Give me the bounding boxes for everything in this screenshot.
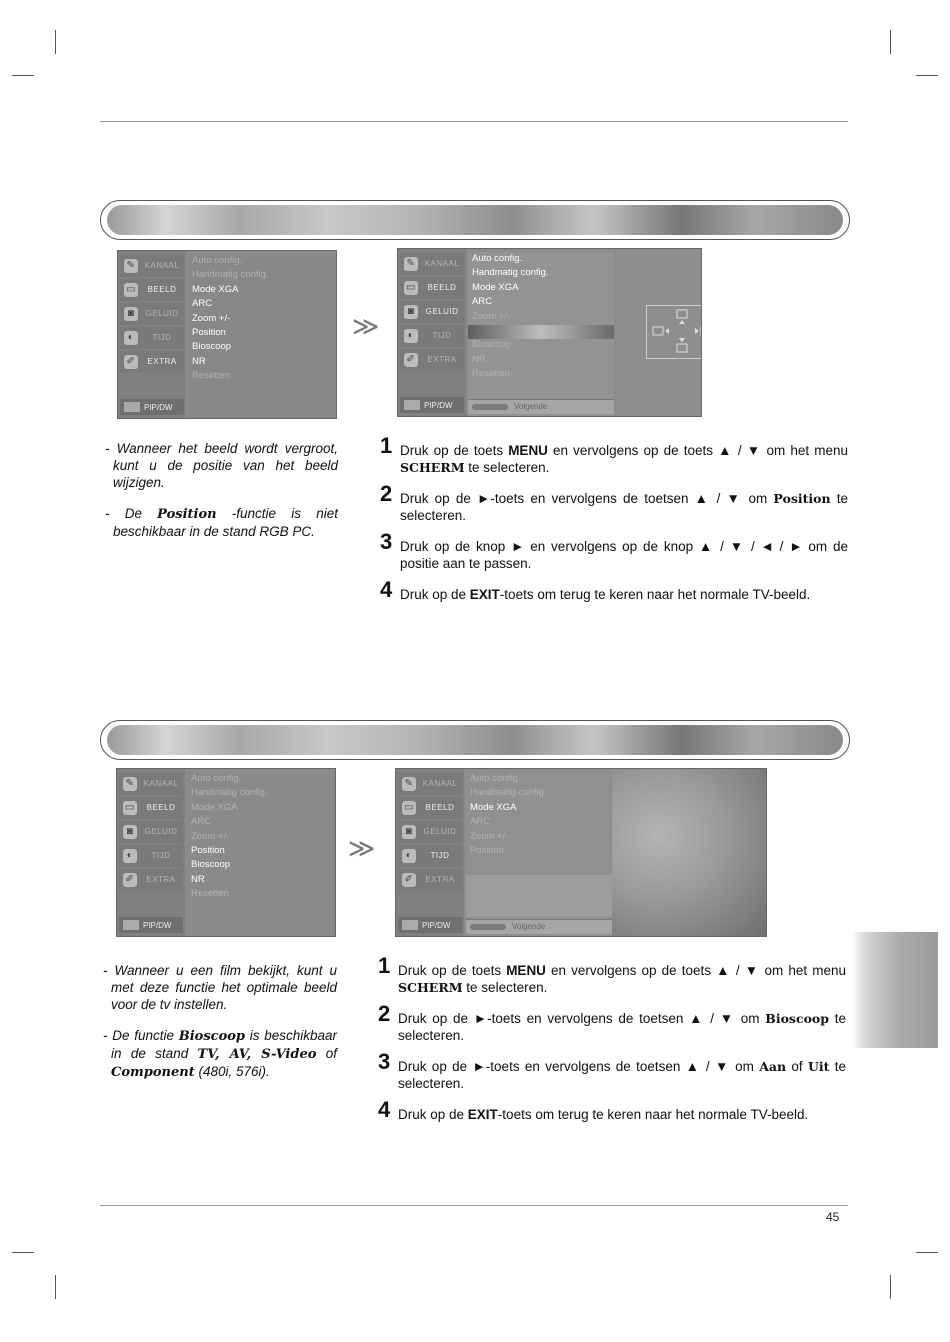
section-banner [100,720,850,760]
step-text: Druk op de knop ► en vervolgens op de knop ▲ / ▼ / ◄ / ► om de positie aan te passen. [400,539,848,571]
osd-menu-icon: ◙ [404,305,418,319]
osd-pip-item [398,917,462,933]
osd-menu-icon: ◙ [123,825,137,839]
step-text: -toets om terug te keren naar het normale TV-beeld. [499,587,811,602]
step-text: Druk op de toets [398,963,507,978]
osd-sidebar-item [400,277,464,299]
osd-menu-item: Auto config. [192,255,243,266]
step-item [380,529,848,572]
step-keyword: Aan [759,1059,787,1074]
osd-menu-item: ARC [472,296,493,308]
note-text: Wanneer het beeld wordt vergroot, kunt u de positie van het beeld wijzigen. [113,441,338,490]
osd-menu-item: Bioscoop [192,341,232,353]
step-text: Druk op de ►-toets en vervolgens de toetsen ▲ / ▼ om [398,1011,766,1026]
osd-menu [188,254,337,418]
osd-pip-item [119,917,183,933]
osd-sidebar-label: EXTRA [146,875,176,884]
osd-menu-item: Handmatig config. [191,787,268,799]
osd-menu-icon: ▭ [402,801,416,815]
osd-menu-item: Auto config. [191,773,242,784]
osd-sidebar-item [398,797,462,819]
instruction-steps [378,953,847,1139]
osd-sidebar-item [119,821,183,843]
osd-sidebar-label: TIJD [152,333,172,342]
osd-sidebar-label: KANAAL [422,779,458,788]
next-arrow-icon: ≫ [348,834,376,864]
pip-icon [123,920,139,930]
osd-sidebar-item [120,279,184,301]
step-text: Druk op de toets [400,443,509,458]
instruction-steps [380,433,849,619]
osd-menu-item: NR [191,873,205,885]
osd-menu-item: Resetten [192,370,231,382]
osd-menu-icon: ✎ [404,257,418,271]
step-item [378,1097,846,1124]
position-adjust-box [646,305,702,359]
osd-sidebar-item [119,773,183,795]
osd-pip-label: PIP/DW [424,401,453,410]
notes [103,962,337,1095]
step-item [380,433,849,476]
osd-menu-item: Bioscoop [191,859,231,871]
step-keyword: Position [773,491,831,506]
osd-menu-item: Resetten [191,888,230,900]
osd-screenshot-menu [116,768,336,937]
osd-menu-item: ARC [470,816,491,828]
osd-menu-item: ARC [191,816,212,828]
osd-sidebar-item [119,845,183,867]
note-paragraph [105,505,338,540]
note-text: -functie is niet beschikbaar in de stand RGB PC. [113,506,338,539]
page-number: 45 [826,1210,840,1224]
osd-menu-item: Handmatig config. [192,269,269,281]
note-dash: - [103,963,115,978]
note-text: of [316,1046,337,1061]
note-keyword: Position [157,507,217,522]
osd-menu-item: Position [191,845,225,857]
step-number: 4 [378,1097,391,1122]
osd-menu-icon: ✎ [124,259,138,273]
position-arrows-icon [647,306,702,358]
step-number: 1 [380,433,393,458]
step-item [380,577,848,604]
osd-sidebar-item [398,821,462,843]
footer-rule [100,1205,848,1206]
note-paragraph [103,962,337,1013]
osd-sidebar-item [120,351,184,373]
osd-next-label: Volgende [514,402,548,411]
osd-sidebar [396,769,464,936]
step-number: 4 [380,577,393,602]
osd-menu-icon: ✎ [123,777,137,791]
osd-sidebar [118,251,186,418]
osd-pip-item [400,397,464,413]
osd-menu-item: Mode XGA [192,283,239,295]
note-dash: - [105,441,117,456]
note-text: De functie [112,1028,179,1043]
crop-mark [12,75,34,76]
notes [105,440,338,554]
step-item [378,953,847,996]
crop-mark [916,75,938,76]
note-dash: - [105,506,125,521]
pip-icon [404,400,420,410]
note-text: (480i, 576i). [194,1064,270,1079]
step-number: 1 [378,953,391,978]
osd-sidebar-label: GELUID [425,307,459,316]
osd-menu-icon: ▭ [124,283,138,297]
osd-screenshot-menu [117,250,337,419]
note-text: De [124,506,158,521]
next-arrow-icon: ≫ [352,312,380,342]
osd-menu [187,772,336,936]
osd-menu-icon: ✐ [124,355,138,369]
osd-sidebar-label: BEELD [146,803,176,812]
osd-menu-icon: ✐ [123,873,137,887]
crop-mark [890,30,891,54]
step-text: te selecteren. [398,1059,846,1091]
osd-menu-item: NR [192,355,206,367]
osd-preview-area [612,769,766,936]
osd-menu-icon: ◐ [404,329,418,343]
note-paragraph [103,1027,337,1081]
pip-icon [124,402,140,412]
osd-sidebar-label: KANAAL [144,261,180,270]
step-keyword: EXIT [467,1107,498,1122]
osd-sidebar-label: BEELD [427,283,457,292]
step-number: 3 [380,529,393,554]
osd-sidebar-label: KANAAL [143,779,179,788]
osd-sidebar-label: TIJD [432,331,452,340]
osd-menu-icon: ◙ [402,825,416,839]
chapter-tab [852,932,938,1048]
osd-sidebar-label: KANAAL [424,259,460,268]
osd-sidebar-label: TIJD [430,851,450,860]
osd-pip-item [120,399,184,415]
osd-menu-item: Position [470,845,504,857]
osd-sidebar-item [400,349,464,371]
step-number: 3 [378,1049,391,1074]
osd-next-label: Volgende [512,922,546,931]
osd-sidebar-label: GELUID [144,827,178,836]
osd-sidebar-item [398,869,462,891]
osd-menu-icon: ▭ [123,801,137,815]
step-text: Druk op de ►-toets en vervolgens de toetsen ▲ / ▼ om [398,1059,760,1074]
step-text: Druk op de [400,587,470,602]
osd-sidebar-item [398,773,462,795]
osd-sidebar-item [120,327,184,349]
osd-next-pill [472,404,508,410]
step-text: te selecteren. [400,491,848,523]
crop-mark [55,1275,56,1299]
note-keyword: Component [111,1065,195,1080]
osd-sidebar [117,769,185,936]
step-text: of [786,1059,808,1074]
osd-menu-icon: ✐ [404,353,418,367]
osd-menu-icon: ✐ [402,873,416,887]
osd-menu-item: Zoom +/- [472,310,511,322]
note-text: is beschikbaar in de stand [111,1028,338,1061]
osd-sidebar-label: TIJD [151,851,171,860]
osd-sidebar-label: BEELD [425,803,455,812]
note-keyword: Bioscoop [178,1029,245,1044]
step-text: Druk op de [398,1107,468,1122]
osd-sidebar-label: GELUID [145,309,179,318]
osd-next-button [466,919,612,934]
osd-screenshot-position [397,248,702,417]
osd-sidebar-item [119,869,183,891]
osd-preview-area [618,249,701,416]
osd-menu-item: Zoom +/- [192,312,231,324]
step-keyword: EXIT [469,587,500,602]
osd-menu-icon: ▭ [404,281,418,295]
osd-menu-item: NR [472,353,486,365]
step-item [378,1049,846,1092]
osd-sidebar-label: EXTRA [147,357,177,366]
crop-mark [55,30,56,54]
step-text: te selecteren. [398,1011,846,1043]
note-dash: - [103,1028,113,1043]
osd-menu-item: Zoom +/- [191,830,230,842]
osd-sidebar-item [119,797,183,819]
osd-sidebar-label: EXTRA [427,355,457,364]
step-text: -toets om terug te keren naar het normale TV-beeld. [497,1107,809,1122]
osd-menu-item: Mode XGA [470,801,517,813]
osd-menu-item: Position [192,327,226,339]
osd-menu-item: Handmatig config. [472,267,549,279]
section-banner [100,200,850,240]
osd-sidebar-item [400,325,464,347]
step-text: en vervolgens op de toets ▲ / ▼ om het menu [545,963,847,978]
note-text: Wanneer u een film bekijkt, kunt u met deze functie het optimale beeld voor de tv instellen. [111,963,337,1012]
crop-mark [916,1252,938,1253]
osd-menu-item: Handmatig config. [470,787,547,799]
step-number: 2 [380,481,393,506]
header-rule [100,121,848,122]
step-text: en vervolgens op de toets ▲ / ▼ om het menu [547,443,849,458]
osd-next-pill [470,924,506,930]
step-keyword: Bioscoop [765,1011,829,1026]
osd-sidebar-label: BEELD [147,285,177,294]
note-paragraph [105,440,338,491]
step-text: te selecteren. [462,979,548,995]
step-item [378,1001,846,1044]
osd-menu-icon: ◙ [124,307,138,321]
osd-sidebar-item [400,253,464,275]
osd-pip-label: PIP/DW [144,403,173,412]
osd-sidebar-item [120,303,184,325]
osd-menu-item: ARC [192,298,213,310]
osd-menu-item: Resetten [472,368,511,380]
step-keyword: Uit [808,1059,830,1074]
osd-menu-item: Bioscoop [472,339,512,351]
osd-sidebar-label: EXTRA [425,875,455,884]
osd-menu-item: Auto config. [472,253,523,264]
step-text: Druk op de ►-toets en vervolgens de toetsen ▲ / ▼ om [400,491,774,506]
crop-mark [890,1275,891,1299]
step-number: 2 [378,1001,391,1026]
step-keyword: MENU [506,963,546,978]
osd-sidebar [398,249,466,416]
osd-sidebar-label: GELUID [423,827,457,836]
step-item [380,481,848,524]
osd-sidebar-item [120,255,184,277]
step-keyword: SCHERM [398,979,463,995]
osd-sidebar-item [400,301,464,323]
crop-mark [12,1252,34,1253]
step-keyword: MENU [508,443,548,458]
step-text: te selecteren. [464,459,550,475]
osd-menu-icon: ✎ [402,777,416,791]
osd-menu-icon: ◐ [123,849,137,863]
pip-icon [402,920,418,930]
osd-menu-item: Mode XGA [472,281,519,293]
osd-menu-icon: ◐ [124,331,138,345]
osd-sidebar-item [398,845,462,867]
osd-menu-icon: ◐ [402,849,416,863]
osd-submenu [466,875,612,917]
osd-pip-label: PIP/DW [422,921,451,930]
osd-menu-item: Mode XGA [191,801,238,813]
step-keyword: SCHERM [400,459,465,475]
osd-next-button [468,399,614,414]
note-keyword: TV, AV, S-Video [197,1047,317,1062]
osd-menu-item: Auto config. [470,773,521,784]
osd-pip-label: PIP/DW [143,921,172,930]
osd-menu-item: Zoom +/- [470,830,509,842]
osd-screenshot-bioscoop [395,768,767,937]
osd-highlight-bar [468,325,614,339]
